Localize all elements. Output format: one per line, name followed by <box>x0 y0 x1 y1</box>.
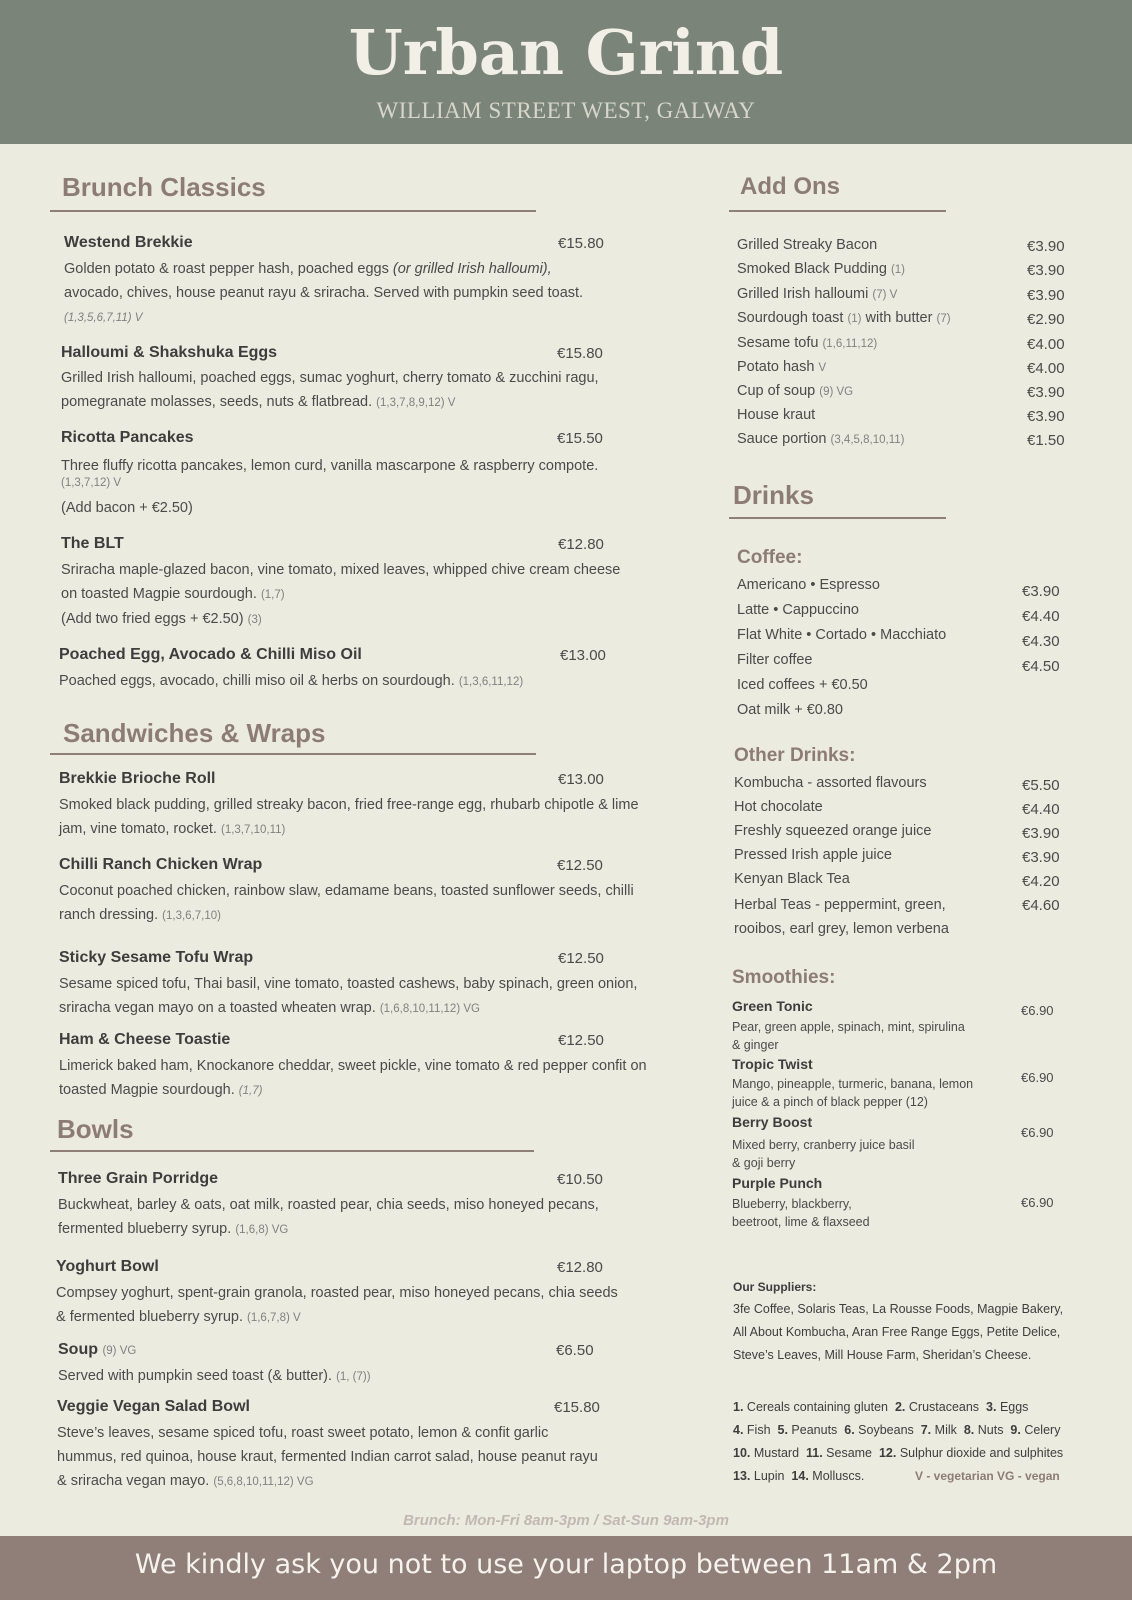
menu-item-price: €12.50 <box>558 950 604 967</box>
menu-item-name: Ricotta Pancakes <box>61 429 194 446</box>
section-divider <box>50 210 536 212</box>
smoothie-price: €6.90 <box>1021 1125 1054 1140</box>
coffee-price: €4.40 <box>1022 608 1060 625</box>
smoothie-description: Mango, pineapple, turmeric, banana, lemon juice & a pinch of black pepper (12) <box>732 1077 974 1109</box>
smoothie-name: Purple Punch <box>732 1175 823 1191</box>
smoothie-description: Blueberry, blackberry, beetroot, lime & flaxseed <box>732 1197 870 1229</box>
menu-item-extra: (Add two fried eggs + €2.50) (3) <box>61 611 262 627</box>
addon-price: €3.90 <box>1027 262 1065 279</box>
drink-price: €5.50 <box>1022 777 1060 794</box>
addon-price: €4.00 <box>1027 360 1065 377</box>
coffee-line: Flat White • Cortado • Macchiato <box>737 627 947 643</box>
cafe-name: Urban Grind <box>348 16 784 89</box>
menu-item-description: Sriracha maple-glazed bacon, vine tomato, mixed leaves, whipped chive cream cheese on toasted Magpie sourdough. (1,7) <box>61 562 621 602</box>
addon-price: €2.90 <box>1027 311 1065 328</box>
section-divider <box>50 753 536 755</box>
menu-item-description: Sesame spiced tofu, Thai basil, vine tomato, toasted cashews, baby spinach, green onion, sriracha vegan mayo on a toasted wheaten wrap. (1,6,8,10,11,12) VG <box>59 976 638 1016</box>
header-banner <box>0 0 1132 144</box>
drink-item: Pressed Irish apple juice <box>734 847 892 863</box>
smoothie-price: €6.90 <box>1021 1003 1054 1018</box>
smoothie-price: €6.90 <box>1021 1070 1054 1085</box>
drink-item: Hot chocolate <box>734 799 823 815</box>
menu-item-name: Yoghurt Bowl <box>56 1258 159 1275</box>
menu-item-price: €12.50 <box>558 1032 604 1049</box>
menu-item-name: Halloumi & Shakshuka Eggs <box>61 344 278 361</box>
menu-item-name: Poached Egg, Avocado & Chilli Miso Oil <box>59 646 362 663</box>
section-title-sandwiches: Sandwiches & Wraps <box>63 718 326 748</box>
coffee-line: Filter coffee <box>737 652 813 668</box>
coffee-line: Latte • Cappuccino <box>737 602 859 618</box>
menu-item-name: Westend Brekkie <box>64 234 193 251</box>
addon-item: Grilled Streaky Bacon <box>737 237 878 253</box>
menu-item-name: The BLT <box>61 535 124 552</box>
suppliers-line: All About Kombucha, Aran Free Range Eggs, Petite Delice, <box>733 1325 1061 1339</box>
coffee-line: Iced coffees + €0.50 <box>737 677 868 693</box>
menu-item-description: Golden potato & roast pepper hash, poached eggs (or grilled Irish halloumi), avocado, chives, house peanut rayu & sriracha. Served with pumpkin seed toast. (1,3,5,6,7,11) V <box>64 261 584 324</box>
menu-item-name: Ham & Cheese Toastie <box>59 1031 231 1048</box>
coffee-price: €3.90 <box>1022 583 1060 600</box>
menu-item-description: Compsey yoghurt, spent-grain granola, roasted pear, miso honeyed pecans, chia seeds & fermented blueberry syrup. (1,6,7,8) V <box>56 1285 618 1325</box>
menu-item-name: Chilli Ranch Chicken Wrap <box>59 856 263 873</box>
section-title-addons: Add Ons <box>740 173 840 200</box>
menu-item-description: Three fluffy ricotta pancakes, lemon curd, vanilla mascarpone & raspberry compote. <box>61 458 599 474</box>
menu-item-price: €6.50 <box>556 1342 594 1359</box>
brunch-hours: Brunch: Mon-Fri 8am-3pm / Sat-Sun 9am-3pm <box>403 1512 729 1529</box>
allergen-key-row: 1. Cereals containing gluten 2. Crustaceans 3. Eggs <box>733 1400 1029 1414</box>
drink-price: €4.40 <box>1022 801 1060 818</box>
coffee-line: Americano • Espresso <box>737 577 880 593</box>
section-title-brunch: Brunch Classics <box>62 172 266 202</box>
menu-item-name: Soup (9) VG <box>58 1341 137 1358</box>
smoothie-description: Pear, green apple, spinach, mint, spirulina & ginger <box>732 1020 965 1052</box>
menu-item-description: Grilled Irish halloumi, poached eggs, sumac yoghurt, cherry tomato & zucchini ragu, pomegranate molasses, seeds, nuts & flatbread. (1,3,7,8,9,12) V <box>61 370 599 410</box>
drink-item: Kombucha - assorted flavours <box>734 775 927 791</box>
drink-price: €4.60 <box>1022 897 1060 914</box>
addon-item: House kraut <box>737 407 816 423</box>
menu-item-allergens: (1,3,7,12) V <box>61 477 122 489</box>
drink-price: €3.90 <box>1022 849 1060 866</box>
menu-item-price: €15.80 <box>554 1399 600 1416</box>
menu-item-price: €12.50 <box>557 857 603 874</box>
menu-item-description: Served with pumpkin seed toast (& butter). (1, (7)) <box>58 1368 371 1384</box>
addon-price: €3.90 <box>1027 384 1065 401</box>
menu-item-price: €13.00 <box>560 647 606 664</box>
section-divider <box>729 210 946 212</box>
menu-item-description: Buckwheat, barley & oats, oat milk, roasted pear, chia seeds, miso honeyed pecans, fermented blueberry syrup. (1,6,8) VG <box>58 1197 599 1237</box>
addon-price: €3.90 <box>1027 238 1065 255</box>
menu-item-name: Veggie Vegan Salad Bowl <box>57 1398 250 1415</box>
menu-item-name: Three Grain Porridge <box>58 1170 219 1187</box>
menu-item-description: Steve’s leaves, sesame spiced tofu, roast sweet potato, lemon & confit garlic hummus, red quinoa, house kraut, fermented Indian carrot salad, house peanut rayu & sriracha vegan mayo. (5,6,8,10,11,12) VG <box>57 1425 598 1489</box>
allergen-key-row: 10. Mustard 11. Sesame 12. Sulphur dioxide and sulphites <box>733 1446 1064 1460</box>
menu-item-name: Brekkie Brioche Roll <box>59 770 216 787</box>
addon-item: Sauce portion (3,4,5,8,10,11) <box>737 431 905 447</box>
menu-item-description: Limerick baked ham, Knockanore cheddar, sweet pickle, vine tomato & red pepper confit on toasted Magpie sourdough. (1,7) <box>59 1058 647 1098</box>
addon-price: €3.90 <box>1027 408 1065 425</box>
allergen-key-row: 4. Fish 5. Peanuts 6. Soybeans 7. Milk 8. Nuts 9. Celery <box>733 1423 1061 1437</box>
menu-item-description: Coconut poached chicken, rainbow slaw, edamame beans, toasted sunflower seeds, chilli ranch dressing. (1,3,6,7,10) <box>59 883 634 923</box>
menu-item-price: €12.80 <box>557 1259 603 1276</box>
coffee-price: €4.30 <box>1022 633 1060 650</box>
coffee-line: Oat milk + €0.80 <box>737 702 843 718</box>
cafe-address: WILLIAM STREET WEST, GALWAY <box>376 98 756 123</box>
menu-item-description: Poached eggs, avocado, chilli miso oil & herbs on sourdough. (1,3,6,11,12) <box>59 673 524 689</box>
menu-item-price: €15.80 <box>558 235 604 252</box>
addon-item: Potato hash V <box>737 359 827 375</box>
smoothie-price: €6.90 <box>1021 1195 1054 1210</box>
drink-item: Kenyan Black Tea <box>734 871 850 887</box>
smoothie-name: Berry Boost <box>732 1114 813 1130</box>
section-title-bowls: Bowls <box>57 1114 134 1144</box>
menu-item-price: €10.50 <box>557 1171 603 1188</box>
smoothie-name: Green Tonic <box>732 998 813 1014</box>
addon-price: €3.90 <box>1027 287 1065 304</box>
addon-item: Cup of soup (9) VG <box>737 383 854 399</box>
suppliers-line: 3fe Coffee, Solaris Teas, La Rousse Foods, Magpie Bakery, <box>733 1302 1064 1316</box>
subsection-title-coffee: Coffee: <box>737 547 803 568</box>
subsection-title-smoothies: Smoothies: <box>732 967 836 988</box>
addon-price: €4.00 <box>1027 336 1065 353</box>
addon-item: Smoked Black Pudding (1) <box>737 261 906 277</box>
addon-item: Sourdough toast (1) with butter (7) <box>737 310 951 326</box>
menu-item-extra: (Add bacon + €2.50) <box>61 500 193 516</box>
suppliers-title: Our Suppliers: <box>733 1280 817 1294</box>
allergen-key-row: 13. Lupin 14. Molluscs. <box>733 1469 865 1483</box>
drink-item: Herbal Teas - peppermint, green, rooibos, earl grey, lemon verbena <box>734 897 949 937</box>
menu-item-description: Smoked black pudding, grilled streaky bacon, fried free-range egg, rhubarb chipotle & lime jam, vine tomato, rocket. (1,3,7,10,11) <box>59 797 639 837</box>
subsection-title-other-drinks: Other Drinks: <box>734 745 856 766</box>
coffee-price: €4.50 <box>1022 658 1060 675</box>
menu-item-price: €15.80 <box>557 345 603 362</box>
smoothie-description: Mixed berry, cranberry juice basil & goji berry <box>732 1138 915 1170</box>
footer-banner <box>0 1536 1132 1600</box>
smoothie-name: Tropic Twist <box>732 1056 813 1072</box>
section-divider <box>50 1150 534 1152</box>
addon-item: Sesame tofu (1,6,11,12) <box>737 335 878 351</box>
menu-item-name: Sticky Sesame Tofu Wrap <box>59 949 254 966</box>
menu-item-price: €13.00 <box>558 771 604 788</box>
section-divider <box>729 517 946 519</box>
drink-price: €4.20 <box>1022 873 1060 890</box>
menu-item-price: €12.80 <box>558 536 604 553</box>
laptop-notice: We kindly ask you not to use your laptop between 11am & 2pm <box>134 1549 998 1580</box>
diet-key: V - vegetarian VG - vegan <box>915 1469 1060 1483</box>
addon-price: €1.50 <box>1027 432 1065 449</box>
suppliers-line: Steve’s Leaves, Mill House Farm, Sheridan’s Cheese. <box>733 1348 1032 1362</box>
section-title-drinks: Drinks <box>733 480 814 510</box>
menu-item-price: €15.50 <box>557 430 603 447</box>
drink-item: Freshly squeezed orange juice <box>734 823 932 839</box>
addon-item: Grilled Irish halloumi (7) V <box>737 286 898 302</box>
drink-price: €3.90 <box>1022 825 1060 842</box>
